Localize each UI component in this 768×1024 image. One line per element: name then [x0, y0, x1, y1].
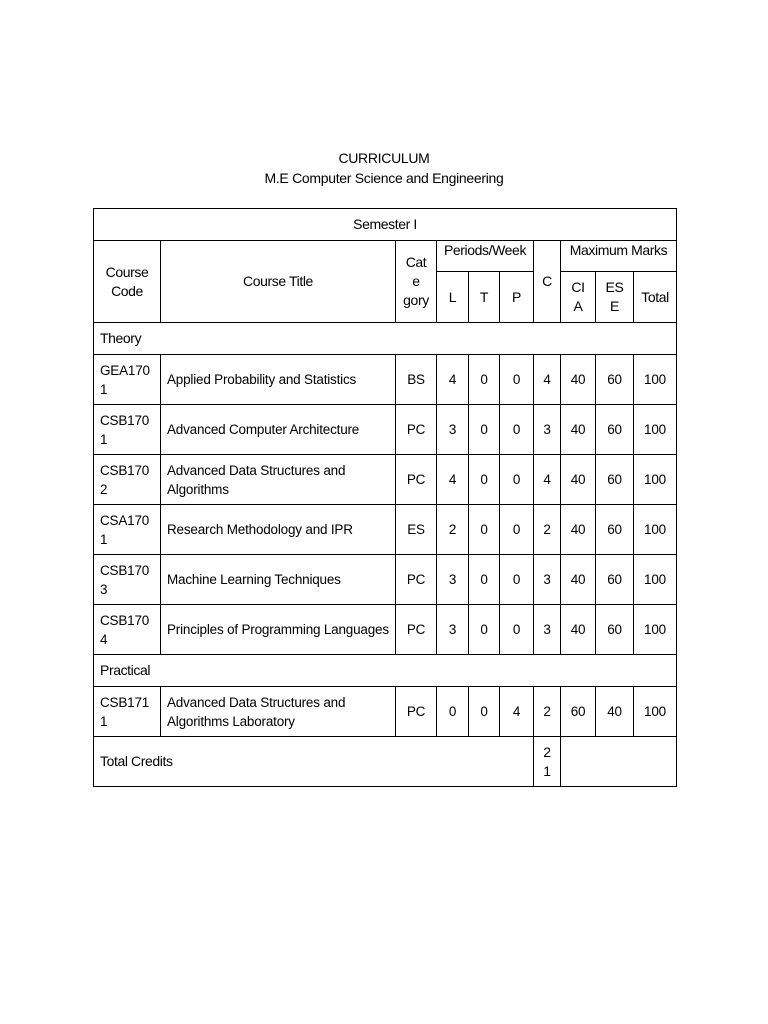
periods-l: 0 [437, 687, 469, 737]
marks-total: 100 [634, 505, 677, 555]
header-l: L [437, 272, 469, 323]
course-category: PC [396, 555, 437, 605]
marks-total: 100 [634, 687, 677, 737]
doc-title: CURRICULUM [338, 150, 430, 166]
periods-p: 0 [500, 405, 534, 455]
header-category: Cat e gory [396, 241, 437, 323]
marks-cia: 40 [561, 405, 596, 455]
periods-p: 0 [500, 505, 534, 555]
doc-subtitle: M.E Computer Science and Engineering [264, 170, 504, 186]
marks-ese: 40 [596, 687, 634, 737]
marks-total: 100 [634, 405, 677, 455]
periods-l: 2 [437, 505, 469, 555]
course-category: PC [396, 605, 437, 655]
header-periods-week: Periods/Week [437, 241, 534, 272]
header-credits: C [534, 241, 561, 323]
total-credits-blank [561, 737, 677, 787]
course-title: Applied Probability and Statistics [161, 355, 396, 405]
periods-p: 4 [500, 687, 534, 737]
periods-t: 0 [469, 505, 500, 555]
credits: 3 [534, 555, 561, 605]
course-category: PC [396, 405, 437, 455]
periods-t: 0 [469, 405, 500, 455]
course-category: ES [396, 505, 437, 555]
curriculum-table [93, 208, 677, 787]
marks-cia: 40 [561, 505, 596, 555]
credits: 4 [534, 355, 561, 405]
periods-p: 0 [500, 355, 534, 405]
course-code: CSA170 1 [94, 505, 161, 555]
course-title: Advanced Data Structures and Algorithms Laboratory [161, 687, 396, 737]
marks-cia: 40 [561, 555, 596, 605]
periods-p: 0 [500, 455, 534, 505]
course-row [94, 405, 677, 455]
course-row [94, 555, 677, 605]
marks-ese: 60 [596, 455, 634, 505]
marks-ese: 60 [596, 405, 634, 455]
header-maximum-marks: Maximum Marks [561, 241, 677, 272]
periods-l: 4 [437, 455, 469, 505]
credits: 2 [534, 687, 561, 737]
marks-cia: 40 [561, 605, 596, 655]
periods-t: 0 [469, 455, 500, 505]
marks-total: 100 [634, 455, 677, 505]
section-practical: Practical [94, 655, 677, 687]
header-total: Total [634, 272, 677, 323]
marks-ese: 60 [596, 605, 634, 655]
marks-cia: 40 [561, 355, 596, 405]
course-title: Principles of Programming Languages [161, 605, 396, 655]
periods-t: 0 [469, 355, 500, 405]
periods-t: 0 [469, 605, 500, 655]
header-t: T [469, 272, 500, 323]
course-code: CSB170 1 [94, 405, 161, 455]
course-row [94, 455, 677, 505]
header-ese: ES E [596, 272, 634, 323]
course-title: Advanced Data Structures and Algorithms [161, 455, 396, 505]
periods-l: 4 [437, 355, 469, 405]
periods-t: 0 [469, 687, 500, 737]
course-row [94, 687, 677, 737]
marks-ese: 60 [596, 505, 634, 555]
marks-total: 100 [634, 355, 677, 405]
periods-t: 0 [469, 555, 500, 605]
marks-ese: 60 [596, 355, 634, 405]
course-title: Research Methodology and IPR [161, 505, 396, 555]
periods-p: 0 [500, 605, 534, 655]
periods-l: 3 [437, 405, 469, 455]
section-theory: Theory [94, 323, 677, 355]
header-course-title: Course Title [161, 241, 396, 323]
credits: 4 [534, 455, 561, 505]
header-course-code: Course Code [94, 241, 161, 323]
marks-cia: 40 [561, 455, 596, 505]
credits: 2 [534, 505, 561, 555]
marks-cia: 60 [561, 687, 596, 737]
credits: 3 [534, 605, 561, 655]
course-code: CSB170 2 [94, 455, 161, 505]
marks-ese: 60 [596, 555, 634, 605]
total-credits-value: 2 1 [534, 737, 561, 787]
course-row [94, 355, 677, 405]
course-category: PC [396, 687, 437, 737]
credits: 3 [534, 405, 561, 455]
course-row [94, 505, 677, 555]
periods-l: 3 [437, 605, 469, 655]
course-category: PC [396, 455, 437, 505]
header-cia: CI A [561, 272, 596, 323]
periods-l: 3 [437, 555, 469, 605]
periods-p: 0 [500, 555, 534, 605]
course-code: GEA170 1 [94, 355, 161, 405]
course-row [94, 605, 677, 655]
semester-heading: Semester I [94, 209, 677, 241]
total-credits-label: Total Credits [94, 737, 534, 787]
course-title: Machine Learning Techniques [161, 555, 396, 605]
course-code: CSB170 3 [94, 555, 161, 605]
course-code: CSB170 4 [94, 605, 161, 655]
course-code: CSB171 1 [94, 687, 161, 737]
marks-total: 100 [634, 605, 677, 655]
marks-total: 100 [634, 555, 677, 605]
course-category: BS [396, 355, 437, 405]
header-p: P [500, 272, 534, 323]
course-title: Advanced Computer Architecture [161, 405, 396, 455]
